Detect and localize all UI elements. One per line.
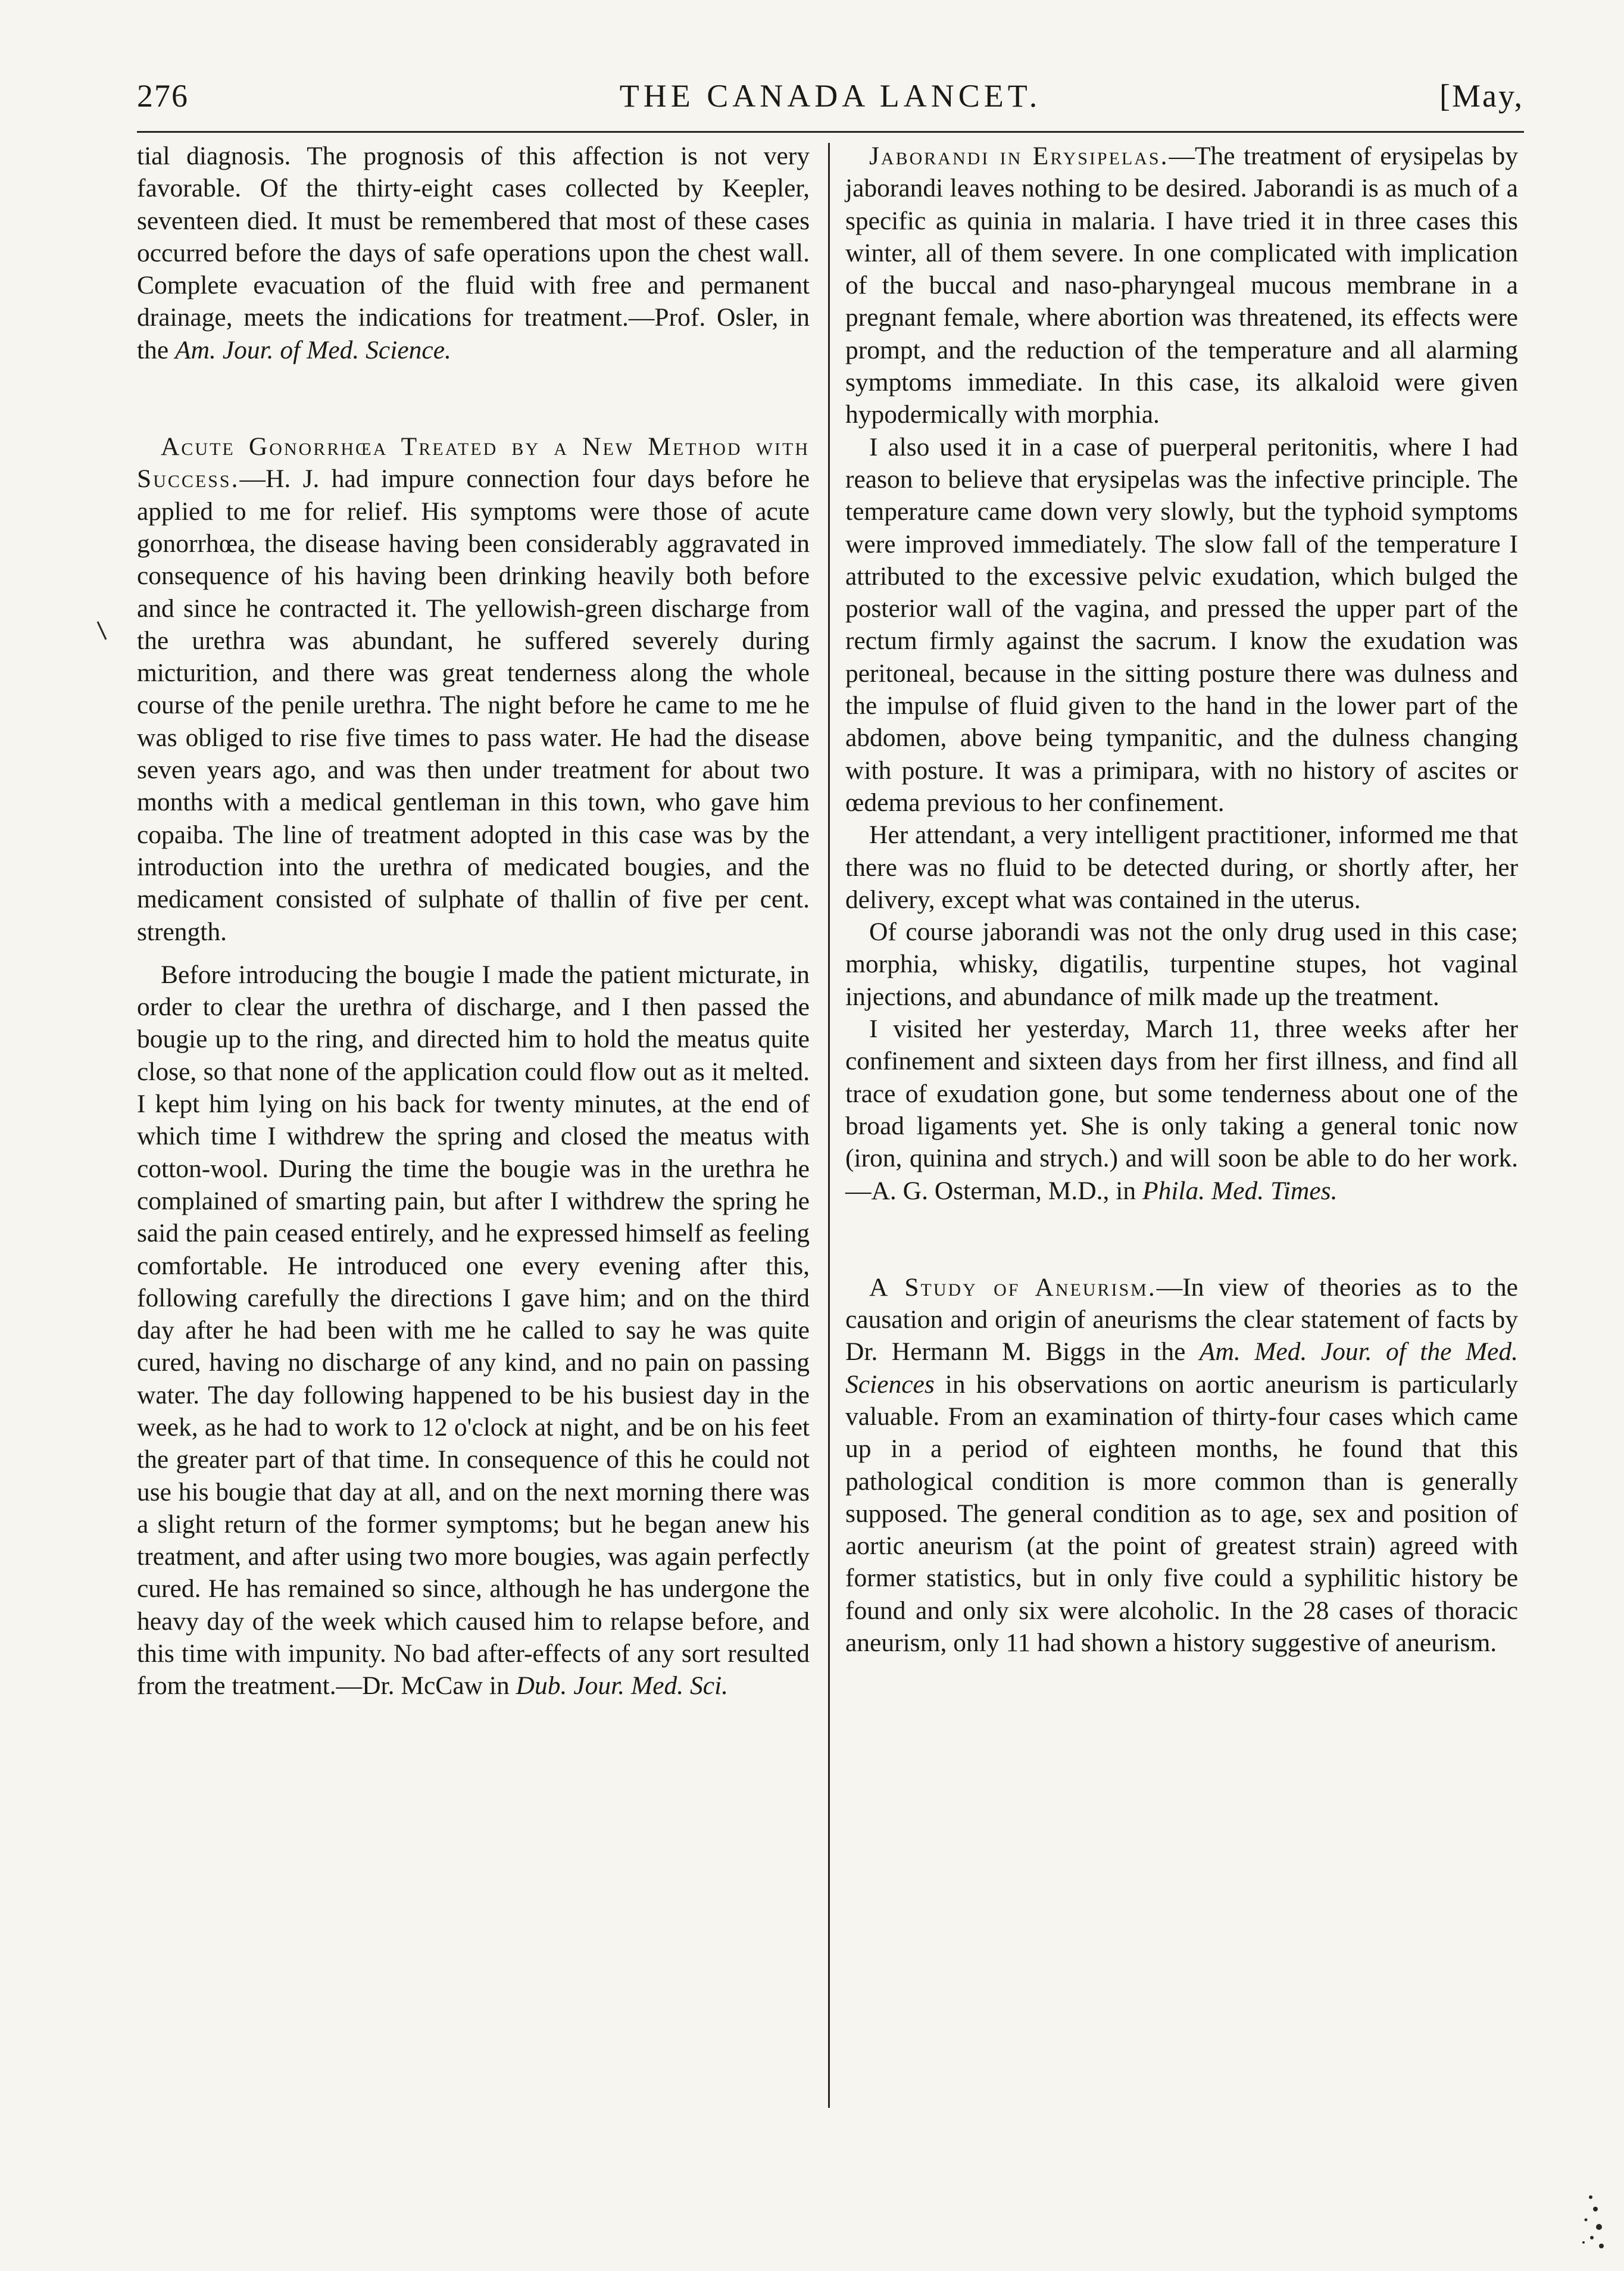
jaborandi-text-1: —The treatment of erysipelas by jaborandi leaves nothing to be desired. Jaborandi is as much of a specific as quinia in malaria. I have tried it in three cases this winter, all of them severe. In one complicated with implication of the buccal and naso-pharyngeal mucous membrane in a pregnant female, where abortion was threatened, its effects were prompt, and the reduction of the temperature and all alarming symptoms immediate. In this case, its alkaloid were given hypodermically with morphia.: [845, 142, 1518, 429]
issue-month: [May,: [1439, 78, 1524, 114]
column-divider: [828, 143, 830, 2108]
osler-text: tial diagnosis. The prognosis of this affection is not very favorable. Of the thirty-eight cases collected by Keepler, seventeen died. It must be remembered that most of these cases occurred before the days of safe operations upon the chest wall. Complete evacuation of the fluid with free and permanent drainage, meets the indications for treatment.—Prof. Osler, in the: [137, 142, 810, 364]
jaborandi-paragraph-5: [845, 1013, 1518, 1207]
osterman-citation: Phila. Med. Times.: [1142, 1176, 1338, 1205]
left-column: [137, 140, 810, 1702]
mccaw-citation: Dub. Jour. Med. Sci.: [516, 1671, 729, 1701]
osler-paragraph: [137, 140, 810, 366]
corner-print-specks: [1560, 2185, 1607, 2257]
aneurism-heading: A Study of Aneurism.: [869, 1272, 1157, 1302]
gonorrhoea-text-1: —H. J. had impure connection four days before he applied to me for relief. His symptoms were those of acute gonorrhœa, the disease having been considerably aggravated in consequence of his having been drinking heavily both before and since he contracted it. The yellowish-green discharge from the urethra was abundant, he suffered severely during micturition, and there was great tenderness along the whole course of the penile urethra. The night before he came to me he was obliged to rise five times to pass water. He had the disease seven years ago, and was then under treatment for about two months with a medical gentleman in this town, who gave him copaiba. The line of treatment adopted in this case was by the introduction into the urethra of medicated bougies, and the medicament consisted of sulphate of thallin of five per cent. strength.: [137, 464, 810, 946]
jaborandi-paragraph-2: I also used it in a case of puerperal peritonitis, where I had reason to believe that erysipelas was the infective principle. The temperature came down very slowly, but the typhoid symptoms were improved immediately. The slow fall of the temperature I attributed to the excessive pelvic exudation, which bulged the posterior wall of the vagina, and pressed the upper part of the rectum firmly against the sacrum. I know the exudation was peritoneal, because in the sitting posture there was dulness and the impulse of fluid given to the hand in the lower part of the abdomen, above being tympanitic, and the dulness changing with posture. It was a primipara, with no history of ascites or œdema previous to her confinement.: [845, 432, 1518, 817]
aneurism-text-a: —In view of theories as to the causation and origin of aneurisms the clear statement of facts by Dr. Hermann M. Biggs in the: [845, 1272, 1518, 1367]
aneurism-paragraph: [845, 1271, 1518, 1659]
margin-stray-mark: [95, 619, 110, 643]
jaborandi-paragraph-1: [845, 140, 1518, 431]
osler-citation: Am. Jour. of Med. Science.: [175, 335, 451, 364]
jaborandi-text-5: I visited her yesterday, March 11, three weeks after her confinement and sixteen days from her first illness, and find all trace of exudation gone, but some tenderness about one of the broad ligaments yet. She is only taking a general tonic now (iron, quinina and strych.) and will soon be able to do her work.—A. G. Osterman, M.D., in: [845, 1015, 1518, 1205]
journal-title: THE CANADA LANCET.: [619, 78, 1042, 114]
jaborandi-paragraph-3: Her attendant, a very intelligent practitioner, informed me that there was no fluid to be detected during, or shortly after, her delivery, except what was contained in the uterus.: [845, 821, 1518, 914]
gonorrhoea-paragraph-1: [137, 431, 810, 948]
gonorrhoea-heading: Acute Gonorrhœa Treated by a New Method with Success.: [137, 432, 810, 494]
right-column: [845, 140, 1518, 1659]
jaborandi-paragraph-4: Of course jaborandi was not the only drug used in this case; morphia, whisky, digatilis, turpentine stupes, hot vaginal injections, and abundance of milk made up the treatment.: [845, 918, 1518, 1011]
gonorrhoea-paragraph-2: [137, 959, 810, 1702]
running-header: [137, 77, 1524, 125]
header-rule: [137, 131, 1524, 133]
jaborandi-heading: Jaborandi in Erysipelas.: [869, 142, 1169, 170]
gonorrhoea-text-2: Before introducing the bougie I made the patient micturate, in order to clear the urethra of discharge, and I then passed the bougie up to the ring, and directed him to hold the meatus quite close, so that none of the application could flow out as it melted. I kept him lying on his back for twenty minutes, at the end of which time I withdrew the spring and closed the meatus with cotton-wool. During the time the bougie was in the urethra he complained of smarting pain, but after I withdrew the spring he said the pain ceased entirely, and he expressed himself as feeling comfortable. He introduced one every evening after this, following carefully the directions I gave him; and on the third day after he had been with me he called to say he was quite cured, having no discharge of any kind, and no pain on passing water. The day following happened to be his busiest day in the week, as he had to work to 12 o'clock at night, and be on his feet the greater part of that time. In consequence of this he could not use his bougie that day at all, and on the next morning there was a slight return of the former symptoms; but he began anew his treatment, and after using two more bougies, was again perfectly cured. He has remained so since, although he has undergone the heavy day of the week which caused him to relapse before, and this time with impunity. No bad after-effects of any sort resulted from the treatment.—Dr. McCaw in: [137, 960, 810, 1701]
page-number: 276: [137, 78, 189, 114]
biggs-citation: Am. Med. Jour. of the Med. Sciences: [845, 1337, 1518, 1399]
aneurism-text-b: in his observations on aortic aneurism is particularly valuable. From an examination of thirty-four cases which came up in a period of eighteen months, he found that this pathological condition is more common than is generally supposed. The general condition as to age, sex and position of aortic aneurism (at the point of greatest strain) agreed with former statistics, but in only five could a syphilitic history be found and only six were alcoholic. In the 28 cases of thoracic aneurism, only 11 had shown a history suggestive of aneurism.: [845, 1370, 1518, 1658]
